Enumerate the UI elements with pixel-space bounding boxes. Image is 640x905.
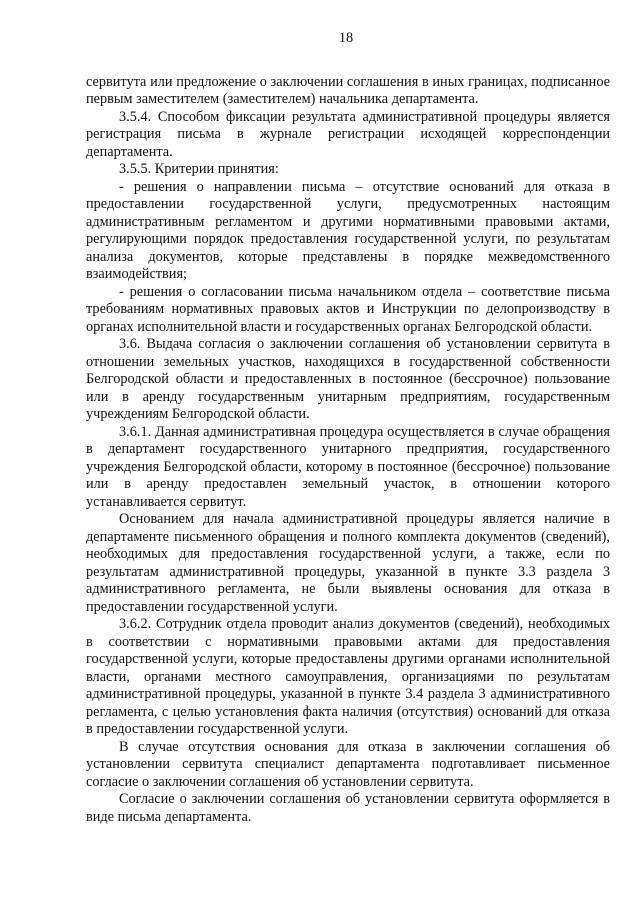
paragraph-criteria-direction: - решения о направлении письма – отсутствие оснований для отказа в предоставлении государственной услуги, предусмотренных настоящим административным регламентом и другими нормативными правовыми актами, регулирующими порядок предоставления государственной услуги, по результатам анализа документов, которые представлены в порядке межведомственного взаимодействия; [86,178,610,282]
paragraph-3-6: 3.6. Выдача согласия о заключении соглашения об установлении сервитута в отношении земельных участков, находящихся в государственной собственности Белгородской области и предоставленных в постоянное (бессрочное) пользование или в аренду государственным унитарным предприятиям, государственным учреждениям Белгородской области. [86,336,610,422]
paragraph-3-5-5: 3.5.5. Критерии принятия: [119,161,279,177]
paragraph-criteria-approval: - решения о согласовании письма начальником отдела – соответствие письма требованиям нормативных правовых актов и Инструкции по делопроизводству в органах исполнительной власти и государственных органах Белгородской области. [86,283,610,335]
paragraph-3-5-4: 3.5.4. Способом фиксации результата административной процедуры является регистрация письма в журнале регистрации исходящей корреспонденции департамента. [86,108,610,160]
paragraph-3-6-2: 3.6.2. Сотрудник отдела проводит анализ документов (сведений), необходимых в соответствии с нормативными правовыми актами для предоставления государственной услуги, которые предоставлены другими органами исполнительной власти, органами местного самоуправления, организациями по результатам административной процедуры, указанной в пункте 3.4 раздела 3 административного регламента, с целью установления факта наличия (отсутствия) оснований для отказа в предоставлении государственной услуги. [86,616,610,737]
paragraph-3-6-1: 3.6.1. Данная административная процедура осуществляется в случае обращения в департамент государственного унитарного предприятия, государственного учреждения Белгородской области, которому в постоянное (бессрочное) пользование или в аренду предоставлен земельный участок, в отношении которого устанавливается сервитут. [86,423,610,510]
paragraph-basis: Основанием для начала административной процедуры является наличие в департаменте письменного обращения и полного комплекта документов (сведений), необходимых для предоставления государственной услуги, а также, если по результатам административной процедуры, указанной в пункте 3.3 раздела 3 административного регламента, не были выявлены основания для отказа в предоставлении государственной услуги. [86,511,610,615]
paragraph-consent-form: Согласие о заключении соглашения об установлении сервитута оформляется в виде письма департамента. [86,791,610,825]
paragraph-no-grounds: В случае отсутствия основания для отказа в заключении соглашения об установлении сервитута специалист департамента подготавливает письменное согласие о заключении соглашения об установлении сервитута. [86,738,610,790]
paragraph-continuation: сервитута или предложение о заключении соглашения в иных границах, подписанное первым заместителем (заместителем) начальника департамента. [86,73,610,107]
page-number: 18 [338,30,354,46]
